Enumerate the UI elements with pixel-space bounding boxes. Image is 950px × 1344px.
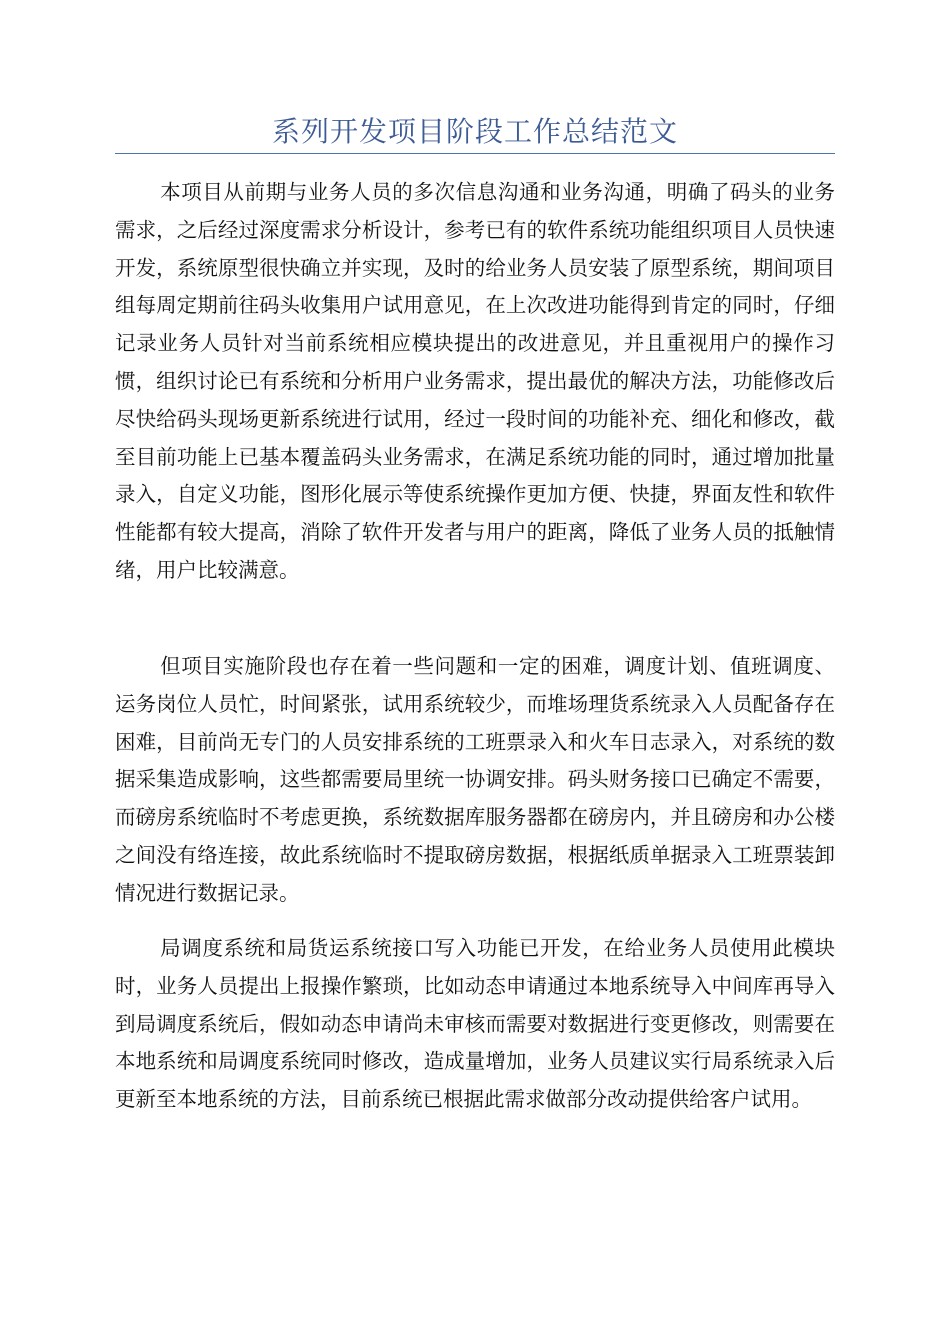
document-title: 系列开发项目阶段工作总结范文 [271, 115, 678, 148]
paragraph-3: 局调度系统和局货运系统接口写入功能已开发，在给业务人员使用此模块时，业务人员提出上报操作繁琐，比如动态申请通过本地系统导入中间库再导入到局调度系统后，假如动态申请尚未审核而需要对数据进行变更修改，则需要在本地系统和局调度系统同时修改，造成量增加，业务人员建议实行局系统录入后更新至本地系统的方法，目前系统已根据此需求做部分改动提供给客户试用。 [115, 936, 835, 1112]
paragraph-1: 本项目从前期与业务人员的多次信息沟通和业务沟通，明确了码头的业务需求，之后经过深度需求分析设计，参考已有的软件系统功能组织项目人员快速开发，系统原型很快确立并实现，及时的给业务人员安装了原型系统，期间项目组每周定期前往码头收集用户试用意见，在上次改进功能得到肯定的同时，仔细记录业务人员针对当前系统相应模块提出的改进意见，并且重视用户的操作习惯，组织讨论已有系统和分析用户业务需求，提出最优的解决方法，功能修改后尽快给码头现场更新系统进行试用，经过一段时间的功能补充、细化和修改，截至目前功能上已基本覆盖码头业务需求，在满足系统功能的同时，通过增加批量录入，自定义功能，图形化展示等使系统操作更加方便、快捷，界面友性和软件性能都有较大提高，消除了软件开发者与用户的距离，降低了业务人员的抵触情绪，用户比较满意。 [115, 180, 835, 582]
title-underline [115, 153, 835, 154]
paragraph-2: 但项目实施阶段也存在着一些问题和一定的困难，调度计划、值班调度、运务岗位人员忙，时间紧张，试用系统较少，而堆场理货系统录入人员配备存在困难，目前尚无专门的人员安排系统的工班票录入和火车日志录入，对系统的数据采集造成影响，这些都需要局里统一协调安排。码头财务接口已确定不需要，而磅房系统临时不考虑更换，系统数据库服务器都在磅房内，并且磅房和办公楼之间没有络连接，故此系统临时不提取磅房数据，根据纸质单据录入工班票装卸情况进行数据记录。 [115, 654, 835, 905]
